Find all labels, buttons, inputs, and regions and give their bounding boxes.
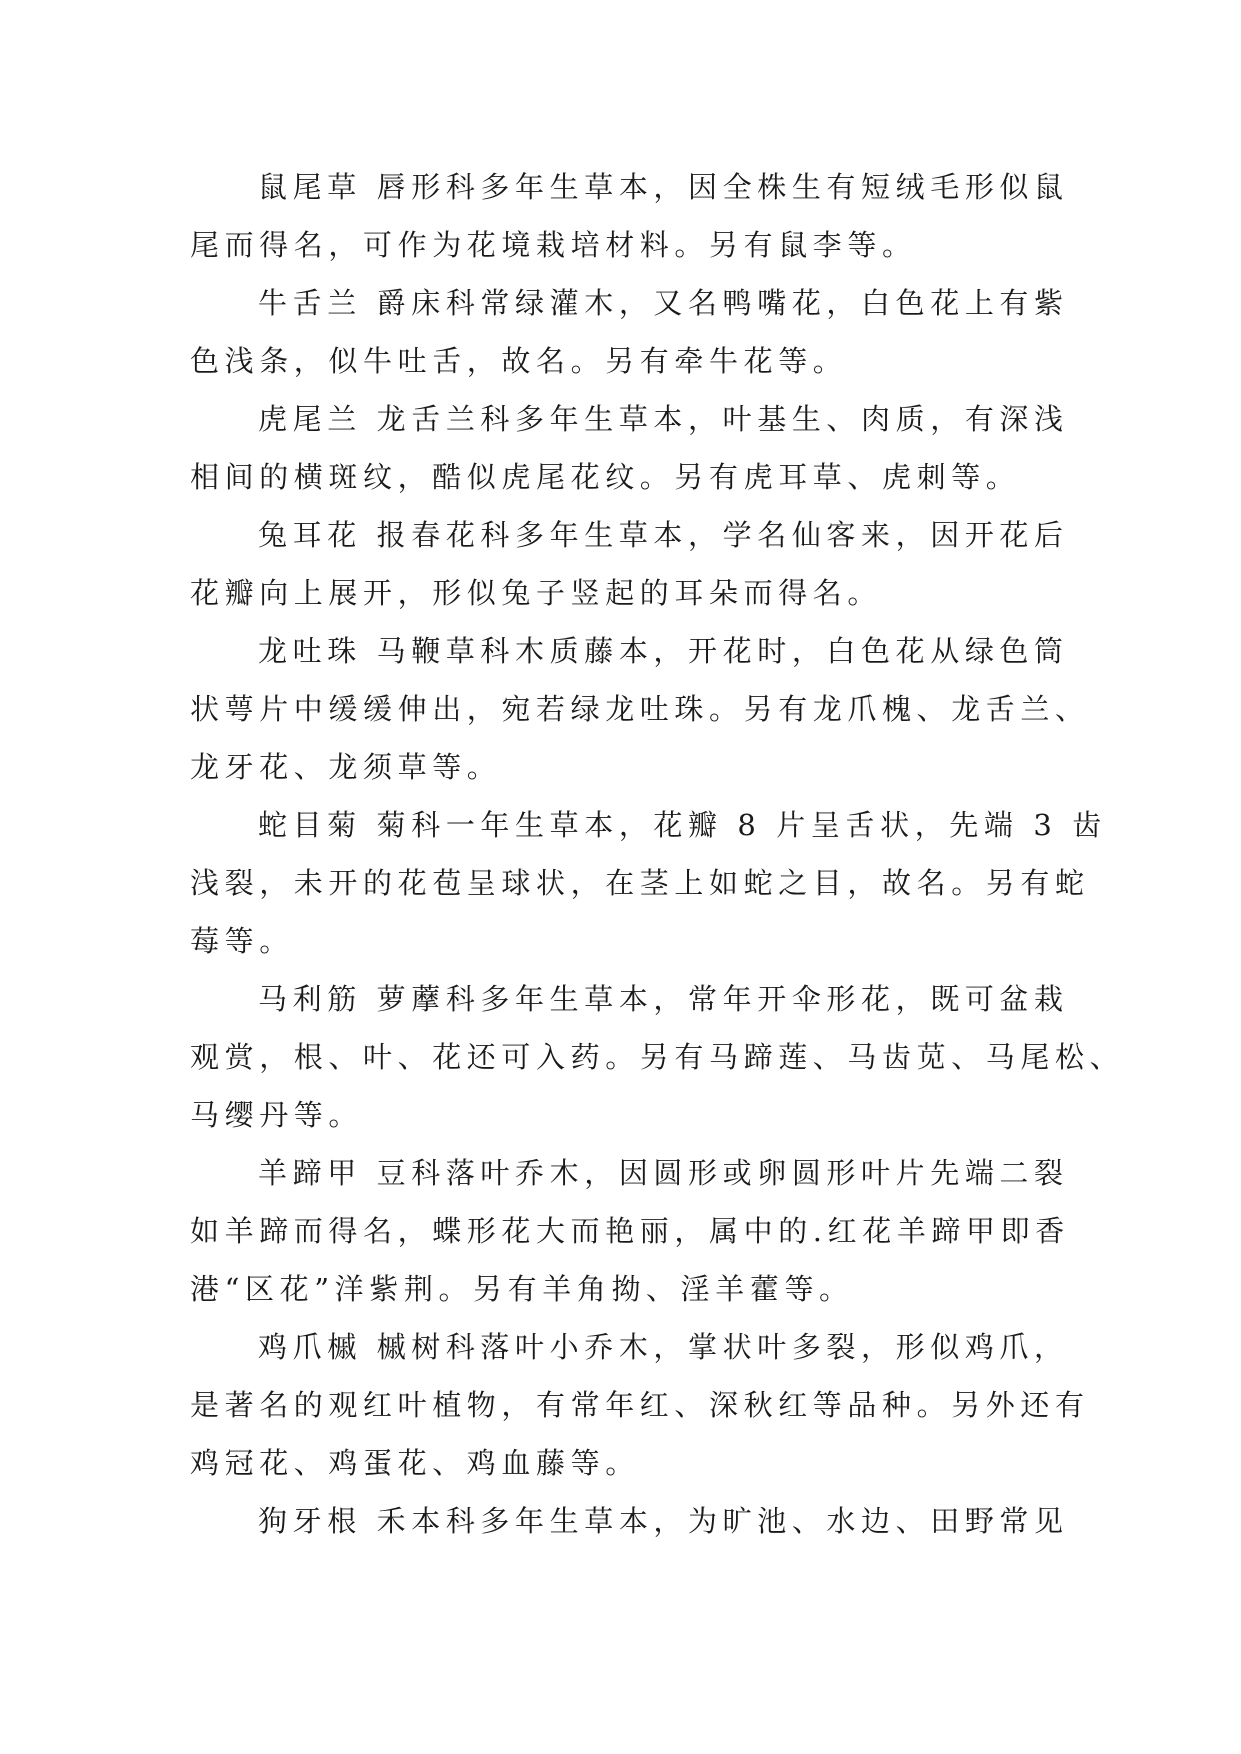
text-line: 龙牙花、龙须草等。	[190, 750, 502, 784]
text-line: 狗牙根 禾本科多年生草本，为旷池、水边、田野常见	[258, 1504, 1069, 1538]
text-line: 兔耳花 报春花科多年生草本，学名仙客来，因开花后	[258, 518, 1069, 552]
text-line: 是著名的观红叶植物，有常年红、深秋红等品种。另外还有	[190, 1388, 1090, 1422]
text-line: 状萼片中缓缓伸出，宛若绿龙吐珠。另有龙爪槐、龙舌兰、	[190, 692, 1090, 726]
text-line: 浅裂，未开的花苞呈球状，在茎上如蛇之目，故名。另有蛇	[190, 866, 1090, 900]
text-line: 虎尾兰 龙舌兰科多年生草本，叶基生、肉质，有深浅	[258, 402, 1069, 436]
text-line: 观赏，根、叶、花还可入药。另有马蹄莲、马齿苋、马尾松、	[190, 1040, 1125, 1074]
document-body	[190, 158, 1125, 1550]
text-line: 马利筋 萝藦科多年生草本，常年开伞形花，既可盆栽	[258, 982, 1069, 1016]
text-line: 莓等。	[190, 924, 294, 958]
text-line: 相间的横斑纹，酷似虎尾花纹。另有虎耳草、虎刺等。	[190, 460, 1021, 494]
text-line: 羊蹄甲 豆科落叶乔木，因圆形或卵圆形叶片先端二裂	[258, 1156, 1069, 1190]
text-line: 尾而得名，可作为花境栽培材料。另有鼠李等。	[190, 228, 917, 262]
text-line: 蛇目菊 菊科一年生草本，花瓣 8 片呈舌状，先端 3 齿	[258, 808, 1107, 842]
text-line: 龙吐珠 马鞭草科木质藤本，开花时，白色花从绿色筒	[258, 634, 1069, 668]
text-line: 鼠尾草 唇形科多年生草本，因全株生有短绒毛形似鼠	[258, 170, 1069, 204]
text-line: 港“区花”洋紫荆。另有羊角拗、淫羊藿等。	[190, 1272, 854, 1306]
text-line: 牛舌兰 爵床科常绿灌木，又名鸭嘴花，白色花上有紫	[258, 286, 1069, 320]
text-line: 花瓣向上展开，形似兔子竖起的耳朵而得名。	[190, 576, 883, 610]
text-line: 如羊蹄而得名，蝶形花大而艳丽，属中的.红花羊蹄甲即香	[190, 1214, 1070, 1248]
text-line: 马缨丹等。	[190, 1098, 364, 1132]
text-line: 鸡冠花、鸡蛋花、鸡血藤等。	[190, 1446, 640, 1480]
text-line: 色浅条，似牛吐舌，故名。另有牵牛花等。	[190, 344, 848, 378]
text-line: 鸡爪槭 槭树科落叶小乔木，掌状叶多裂，形似鸡爪，	[258, 1330, 1069, 1364]
